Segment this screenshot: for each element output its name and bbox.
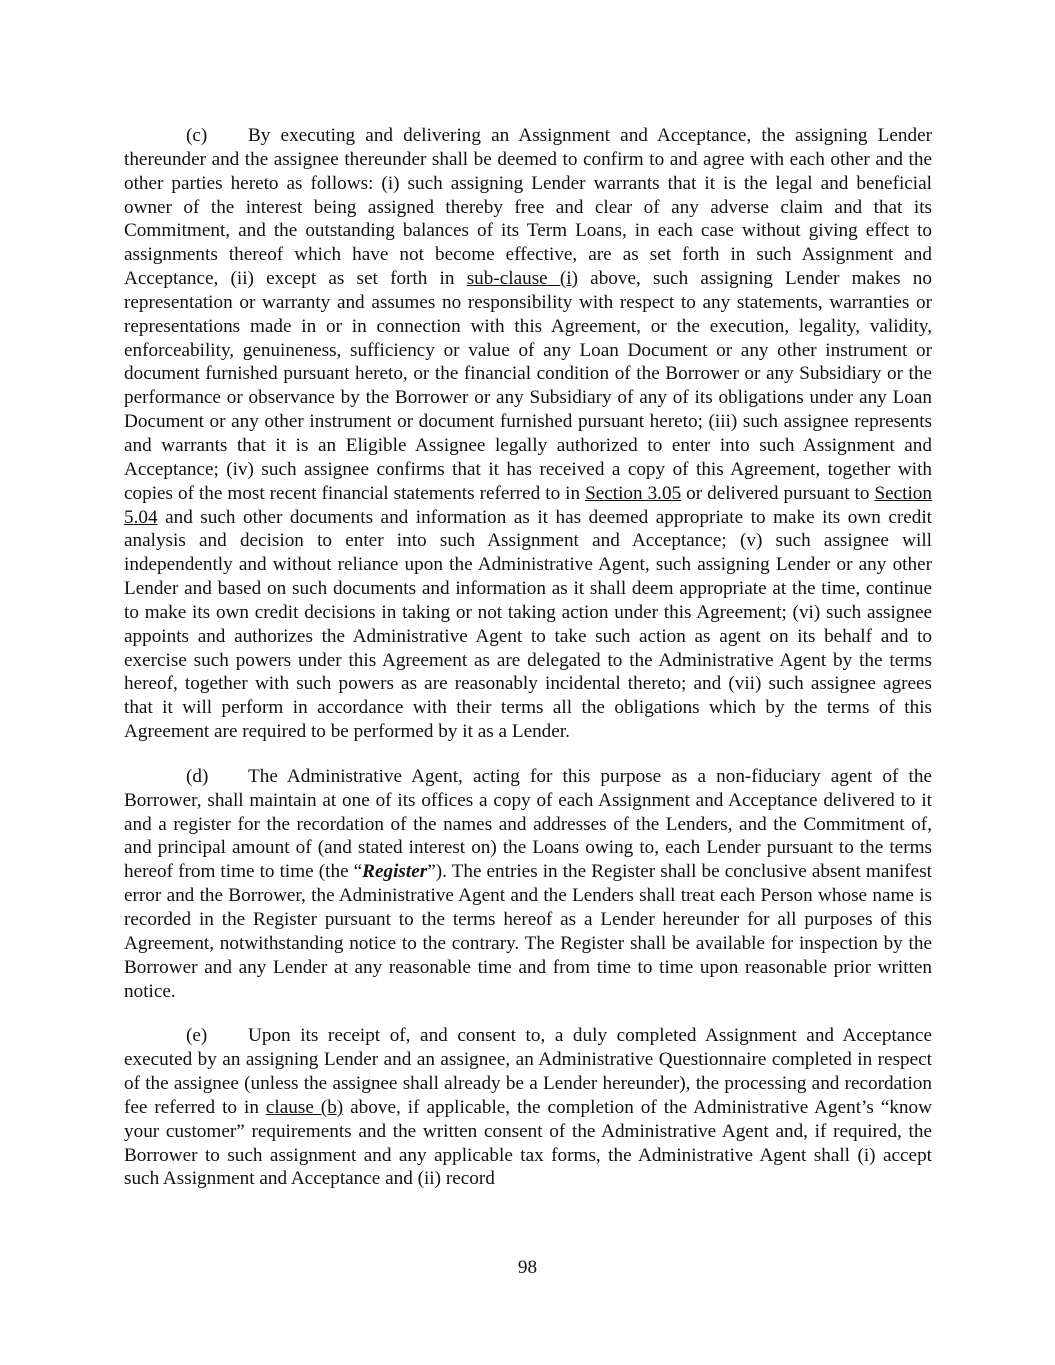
register-defined-term: Register [362, 861, 428, 883]
paragraph-c-text: or delivered pursuant to [681, 482, 875, 504]
paragraph-c-text: and such other documents and information as it has deemed appropriate to make its own credit analysis and decision to enter into such Assignment and Acceptance; (v) such assignee will independently and without reliance upon the Administrative Agent, such assigning Lender or any other Lender and based on such documents and information as it shall deem appropriate at the time, continue to make its own credit decisions in taking or not taking action under this Agreement; (vi) such assignee appoints and authorizes the Administrative Agent to take such action as agent on its behalf and to exercise such powers under this Agreement as are delegated to the Administrative Agent by the terms hereof, together with such powers as are reasonably incidental thereto; and (vii) such assignee agrees that it will perform in accordance with their terms all the obligations which by the terms of this Agreement are required to be performed by it as a Lender. [124, 506, 932, 743]
paragraph-d-text: ”). The entries in the Register shall be conclusive absent manifest error and the Borrower, the Administrative Agent and the Lenders shall treat each Person whose name is recorded in the Register pursuant to the terms hereof as a Lender hereunder for all purposes of this Agreement, notwithstanding notice to the contrary. The Register shall be available for inspection by the Borrower and any Lender at any reasonable time and from time to time upon reasonable prior written notice. [124, 861, 932, 1002]
section-5-04-link[interactable]: Section 5.04 [124, 482, 932, 528]
paragraph-d [124, 765, 932, 1003]
section-3-05-link[interactable]: Section 3.05 [585, 482, 682, 504]
clause-b-link[interactable]: clause (b) [265, 1096, 344, 1118]
paragraph-d-text: The Administrative Agent, acting for this purpose as a non-fiduciary agent of the Borrower, shall maintain at one of its offices a copy of each Assignment and Acceptance delivered to it and a register for the recordation of the names and addresses of the Lenders, and the Commitment of, and principal amount of (and stated interest on) the Loans owing to, each Lender pursuant to the terms hereof from time to time (the “ [124, 765, 932, 883]
paragraph-d-label: (d) [186, 765, 209, 787]
page-number: 98 [517, 1257, 538, 1278]
paragraph-e-text: above, if applicable, the completion of the Administrative Agent’s “know your customer” requirements and the written consent of the Administrative Agent and, if required, the Borrower to such assignment and any applicable tax forms, the Administrative Agent shall (i) accept such Assignment and Acceptance and (ii) record [124, 1096, 932, 1190]
paragraph-c-label: (c) [186, 125, 208, 146]
sub-clause-i-link[interactable]: sub-clause (i) [466, 268, 578, 290]
paragraph-e [124, 1024, 932, 1191]
paragraph-c-text: above, such assigning Lender makes no representation or warranty and assumes no responsibility with respect to any statements, warranties or representations made in or in connection with this Agreement, or the execution, legality, validity, enforceability, genuineness, sufficiency or value of any Loan Document or any other instrument or document furnished pursuant hereto, or the financial condition of the Borrower or any Subsidiary or the performance or observance by the Borrower or any Subsidiary of any of its obligations under any Loan Document or any other instrument or document furnished pursuant hereto; (iii) such assignee represents and warrants that it is an Eligible Assignee legally authorized to enter into such Assignment and Acceptance; (iv) such assignee confirms that it has received a copy of this Agreement, together with copies of the most recent financial statements referred to in [124, 268, 932, 504]
document-page [124, 124, 932, 1212]
paragraph-c [124, 124, 932, 744]
paragraph-c-text: By executing and delivering an Assignment and Acceptance, the assigning Lender thereunder and the assignee thereunder shall be deemed to confirm to and agree with each other and the other parties hereto as follows: (i) such assigning Lender warrants that it is the legal and beneficial owner of the interest being assigned thereby free and clear of any adverse claim and that its Commitment, and the outstanding balances of its Term Loans, in each case without giving effect to assignments thereof which have not become effective, are as set forth in such Assignment and Acceptance, (ii) except as set forth in [124, 125, 932, 290]
paragraph-e-text: Upon its receipt of, and consent to, a duly completed Assignment and Acceptance executed by an assigning Lender and an assignee, an Administrative Questionnaire completed in respect of the assignee (unless the assignee shall already be a Lender hereunder), the processing and recordation fee referred to in [124, 1025, 932, 1118]
paragraph-e-label: (e) [186, 1025, 208, 1047]
